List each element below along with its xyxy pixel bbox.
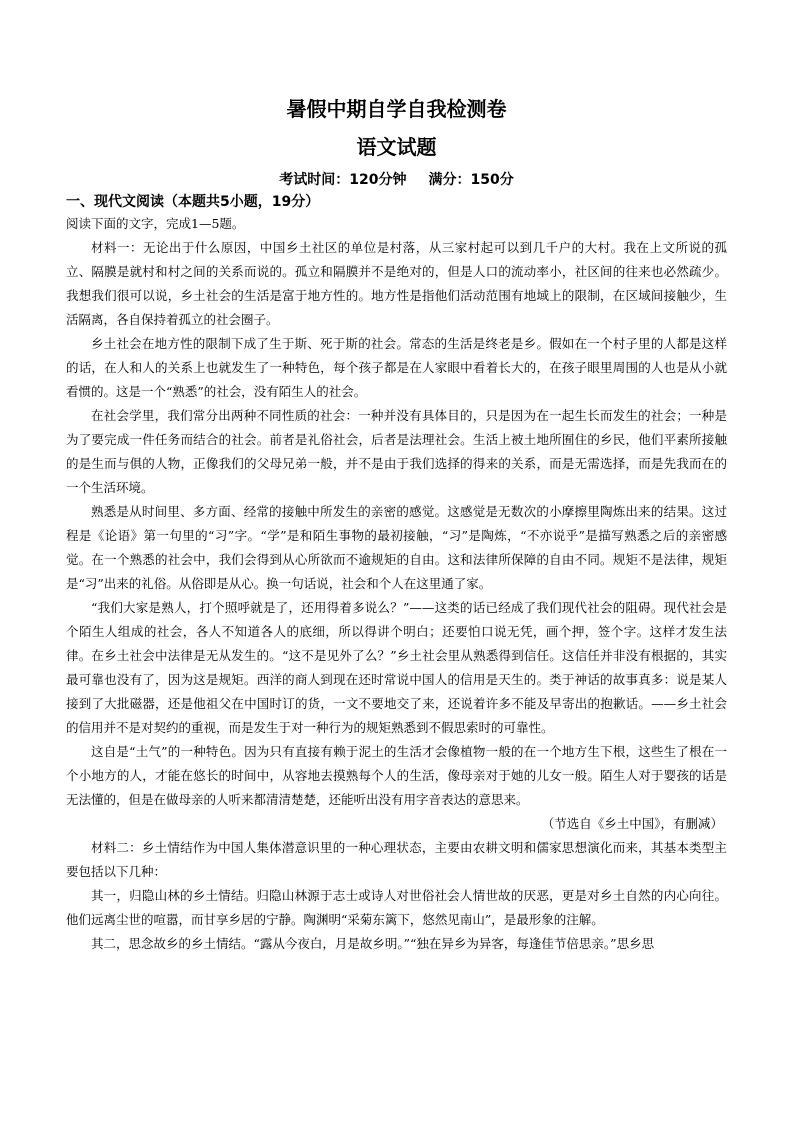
material1-paragraph-4: 熟悉是从时间里、多方面、经常的接触中所发生的亲密的感觉。这感觉是无数次的小摩擦里陶炼出来的结果。这过程是《论语》第一句里的“习”字。“学”是和陌生事物的最初接触，“习”是陶炼，“不亦说乎”是描写熟悉之后的亲密感觉。在一个熟悉的社会中，我们会得到从心所欲而不逾规矩的自由。这和法律所保障的自由不同。规矩不是法律，规矩是“习”出来的礼俗。从俗即是从心。换一句话说，社会和个人在这里通了家。: [66, 504, 727, 591]
material2-paragraph-1: 材料二：乡土情结作为中国人集体潜意识里的一种心理状态，主要由农耕文明和儒家思想演化而来，其基本类型主要包括以下几种：: [66, 840, 727, 879]
material1-paragraph-1: 材料一：无论出于什么原因，中国乡土社区的单位是村落，从三家村起可以到几千户的大村。我在上文所说的孤立、隔膜是就村和村之间的关系而说的。孤立和隔膜并不是绝对的，但是人口的流动率小，社区间的往来也必然疏少。我想我们很可以说，乡土社会的生活是富于地方性的。地方性是指他们活动范围有地域上的限制，在区域间接触少，生活隔离，各自保持着孤立的社会圈子。: [66, 240, 727, 327]
material1-paragraph-3: 在社会学里，我们常分出两种不同性质的社会：一种并没有具体目的，只是因为在一起生长而发生的社会；一种是为了要完成一件任务而结合的社会。前者是礼俗社会，后者是法理社会。生活上被土地所囿住的乡民，他们平素所接触的是生而与俱的人物，正像我们的父母兄弟一般，并不是由于我们选择的得来的关系，而是无需选择，而是先我而在的一个生活环境。: [66, 408, 727, 495]
material1-paragraph-6: 这自是“土气”的一种特色。因为只有直接有赖于泥土的生活才会像植物一般的在一个地方生下根，这些生了根在一个小地方的人，才能在悠长的时间中，从容地去摸熟每个人的生活，像母亲对于她的儿女一般。陌生人对于婴孩的话是无法懂的，但是在做母亲的人听来都清清楚楚，还能听出没有用字音表达的意思来。: [66, 744, 727, 807]
section-heading: 一、现代文阅读（本题共5小题，19分）: [66, 194, 320, 210]
exam-time: 考试时间：120分钟: [279, 172, 407, 188]
material1-paragraph-5: “我们大家是熟人，打个照呼就是了，还用得着多说么？”——这类的话已经成了我们现代社会的阻碍。现代社会是个陌生人组成的社会，各人不知道各人的底细，所以得讲个明白；还要怕口说无凭，画个押，签个字。这样才发生法律。在乡土社会中法律是无从发生的。“这不是见外了么？”乡土社会里从熟悉得到信任。这信任并非没有根据的，其实最可靠也没有了，因为这是规矩。西洋的商人到现在还时常说中国人的信用是天生的。类于神话的故事真多：说是某人接到了大批磁器，还是他祖父在中国时订的货，一文不要地交了来，还说着许多不能及早寄出的抱歉话。——乡土社会的信用并不是对契约的重视，而是发生于对一种行为的规矩熟悉到不假思索时的可靠性。: [66, 600, 727, 735]
material2-paragraph-2: 其一，归隐山林的乡土情结。归隐山林源于志士或诗人对世俗社会人情世故的厌恶，更是对乡土自然的内心向往。他们远离尘世的喧嚣，而甘享乡居的宁静。陶渊明“采菊东篱下，悠然见南山”，是最形象的注解。: [66, 888, 727, 927]
material2-paragraph-3: 其二，思念故乡的乡土情结。“露从今夜白，月是故乡明。”“独在异乡为异客，每逢佳节倍思亲。”思乡思: [91, 936, 655, 951]
subject-title: 语文试题: [356, 135, 437, 159]
material1-source: （节选自《乡土中国》，有删减）: [541, 816, 723, 831]
material1-paragraph-2: 乡土社会在地方性的限制下成了生于斯、死于斯的社会。常态的生活是终老是乡。假如在一个村子里的人都是这样的话，在人和人的关系上也就发生了一种特色，每个孩子都是在人家眼中看着长大的，在孩子眼里周围的人也是从小就看惯的。这是一个“熟悉”的社会，没有陌生人的社会。: [66, 336, 727, 399]
reading-instruction: 阅读下面的文字，完成1—5题。: [66, 216, 245, 231]
exam-title: 暑假中期自学自我检测卷: [286, 97, 507, 121]
full-score: 满分：150分: [428, 172, 514, 188]
exam-meta: [66, 170, 727, 190]
